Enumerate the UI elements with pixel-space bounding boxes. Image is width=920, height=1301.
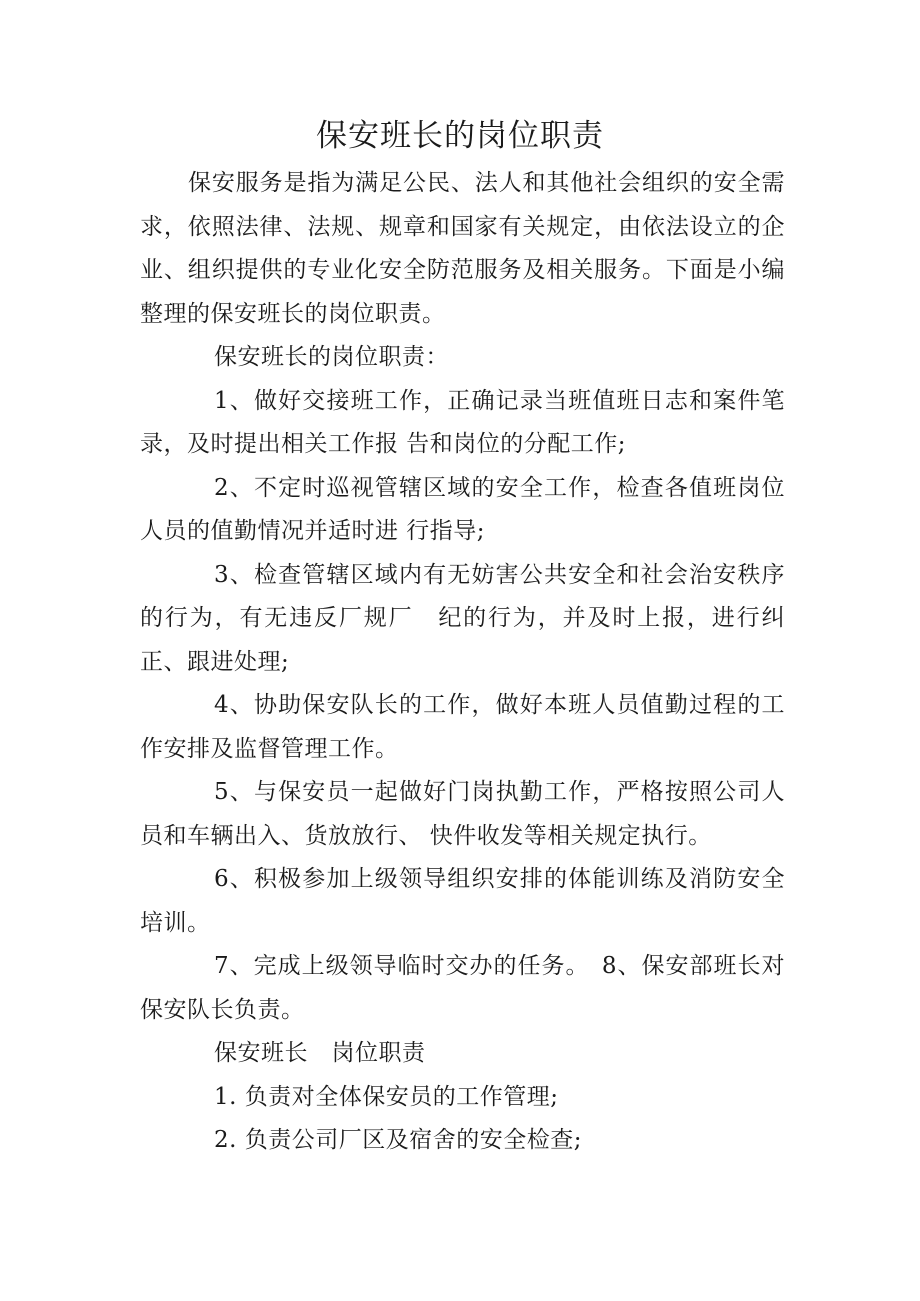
duty-item-2: 2、不定时巡视管辖区域的安全工作，检查各值班岗位人员的值勤情况并适时进 行指导; [140,474,785,544]
section-heading-responsibilities: 保安班长 岗位职责 [214,1040,426,1066]
intro-paragraph: 保安服务是指为满足公民、法人和其他社会组织的安全需求，依照法律、法规、规章和国家有关规定，由依法设立的企业、组织提供的专业化安全防范服务及相关服务。下面是小编整理的保安班长的岗位职责。 [140,170,785,327]
duty-item-1: 1、做好交接班工作，正确记录当班值班日志和案件笔录，及时提出相关工作报 告和岗位的分配工作; [140,387,785,457]
responsibility-item-1: 1. 负责对全体保安员的工作管理; [214,1083,559,1110]
section-heading-duties: 保安班长的岗位职责： [214,344,449,370]
duty-item-3: 3、检查管辖区域内有无妨害公共安全和社会治安秩序的行为，有无违反厂规厂 纪的行为，并及时上报，进行纠正、跟进处理; [140,561,785,675]
responsibility-item-2: 2. 负责公司厂区及宿舍的安全检查; [214,1127,583,1153]
duty-item-7-8: 7、完成上级领导临时交办的任务。 8、保安部班长对保安队长负责。 [140,953,785,1023]
document-body [140,162,785,1163]
duty-item-6: 6、积极参加上级领导组织安排的体能训练及消防安全培训。 [140,866,785,936]
document-title: 保安班长的岗位职责 [316,118,604,154]
duty-item-4: 4、协助保安队长的工作，做好本班人员值勤过程的工作安排及监督管理工作。 [140,692,785,762]
duty-item-5: 5、与保安员一起做好门岗执勤工作，严格按照公司人员和车辆出入、货放放行、 快件收发等相关规定执行。 [140,779,785,849]
